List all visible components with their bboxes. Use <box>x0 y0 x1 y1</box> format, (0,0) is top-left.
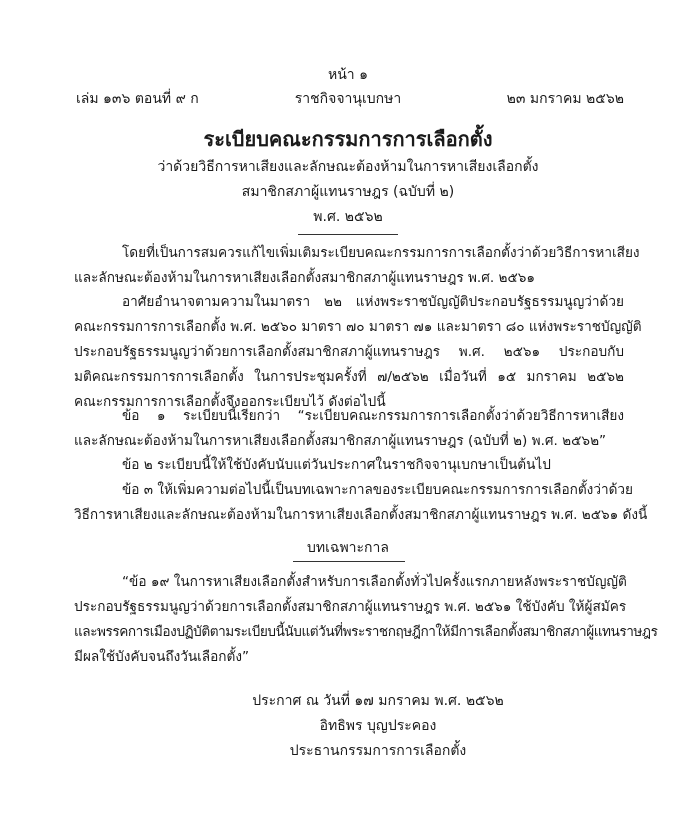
document-title: ระเบียบคณะกรรมการการเลือกตั้ง <box>203 127 493 151</box>
subtitle-line-3: พ.ศ. ๒๕๖๒ <box>313 209 383 225</box>
signature-position: ประธานกรรมการการเลือกตั้ง <box>289 743 467 759</box>
text-line: คณะกรรมการการเลือกตั้ง พ.ศ. ๒๕๖๐ มาตรา ๗๐ มาตรา ๗๑ และมาตรา ๘๐ แห่งพระราชบัญญัติ <box>74 319 642 335</box>
clause-3 <box>74 478 648 528</box>
section-divider <box>293 561 405 562</box>
clause-1 <box>74 404 624 454</box>
text-line: และลักษณะต้องห้ามในการหาเสียงเลือกตั้งสมาชิกสภาผู้แทนราษฎร (ฉบับที่ ๒) พ.ศ. ๒๕๖๒” <box>74 433 607 449</box>
text-line: มติคณะกรรมการการเลือกตั้ง ในการประชุมครั้งที่ ๗/๒๕๖๒ เมื่อวันที่ ๑๕ มกราคม ๒๕๖๒ <box>74 369 624 385</box>
text-line: “ข้อ ๑๙ ในการหาเสียงเลือกตั้งสำหรับการเลือกตั้งทั่วไปครั้งแรกภายหลังพระราชบัญญัติ <box>122 574 627 590</box>
signature-announced: ประกาศ ณ วันที่ ๑๗ มกราคม พ.ศ. ๒๕๖๒ <box>252 693 504 709</box>
subtitle-line-2: สมาชิกสภาผู้แทนราษฎร (ฉบับที่ ๒) <box>241 184 455 200</box>
section-title: บทเฉพาะกาล <box>307 540 389 556</box>
text-line: และพรรคการเมืองปฏิบัติตามระเบียบนี้นับแต่วันที่พระราชกฤษฎีกาให้มีการเลือกตั้งสมาชิกสภาผู้แทนราษฎร <box>74 624 658 640</box>
text-line: ประกอบรัฐธรรมนูญว่าด้วยการเลือกตั้งสมาชิกสภาผู้แทนราษฎร พ.ศ. ๒๕๖๑ ใช้บังคับ ให้ผู้สมัคร <box>74 599 627 615</box>
subtitle-line-1: ว่าด้วยวิธีการหาเสียงและลักษณะต้องห้ามในการหาเสียงเลือกตั้ง <box>157 159 539 175</box>
text-line: วิธีการหาเสียงและลักษณะต้องห้ามในการหาเสียงเลือกตั้งสมาชิกสภาผู้แทนราษฎร พ.ศ. ๒๕๖๑ ดังนี้ <box>74 507 648 523</box>
signature-name: อิทธิพร บุญประคอง <box>319 718 437 734</box>
text-line: มีผลใช้บังคับจนถึงวันเลือกตั้ง” <box>74 649 250 665</box>
text-line: โดยที่เป็นการสมควรแก้ไขเพิ่มเติมระเบียบคณะกรรมการการเลือกตั้งว่าด้วยวิธีการหาเสียง <box>122 245 640 261</box>
header-volume: เล่ม ๑๓๖ ตอนที่ ๙ ก <box>76 91 199 107</box>
preamble-paragraph-1 <box>74 241 640 291</box>
text-line: ประกอบรัฐธรรมนูญว่าด้วยการเลือกตั้งสมาชิกสภาผู้แทนราษฎร พ.ศ. ๒๕๖๑ ประกอบกับ <box>74 344 624 360</box>
clause-2 <box>74 453 624 478</box>
text-line: คณะกรรมการการเลือกตั้งจึงออกระเบียบไว้ ดังต่อไปนี้ <box>74 394 386 410</box>
text-line: ข้อ ๓ ให้เพิ่มความต่อไปนี้เป็นบทเฉพาะกาลของระเบียบคณะกรรมการการเลือกตั้งว่าด้วย <box>122 482 634 498</box>
text-line: ข้อ ๑ ระเบียบนี้เรียกว่า “ระเบียบคณะกรรมการการเลือกตั้งว่าด้วยวิธีการหาเสียง <box>122 408 624 424</box>
text-line: ข้อ ๒ ระเบียบนี้ให้ใช้บังคับนับแต่วันประกาศในราชกิจจานุเบกษาเป็นต้นไป <box>122 457 551 473</box>
header-gazette: ราชกิจจานุเบกษา <box>294 91 402 107</box>
page-number: หน้า ๑ <box>328 67 368 83</box>
preamble-paragraph-2 <box>74 290 642 415</box>
title-divider <box>298 234 398 235</box>
transitional-provision <box>74 570 658 670</box>
header-date: ๒๓ มกราคม ๒๕๖๒ <box>506 91 624 107</box>
text-line: อาศัยอำนาจตามความในมาตรา ๒๒ แห่งพระราชบัญญัติประกอบรัฐธรรมนูญว่าด้วย <box>122 294 624 310</box>
text-line: และลักษณะต้องห้ามในการหาเสียงเลือกตั้งสมาชิกสภาผู้แทนราษฎร พ.ศ. ๒๕๖๑ <box>74 270 536 286</box>
